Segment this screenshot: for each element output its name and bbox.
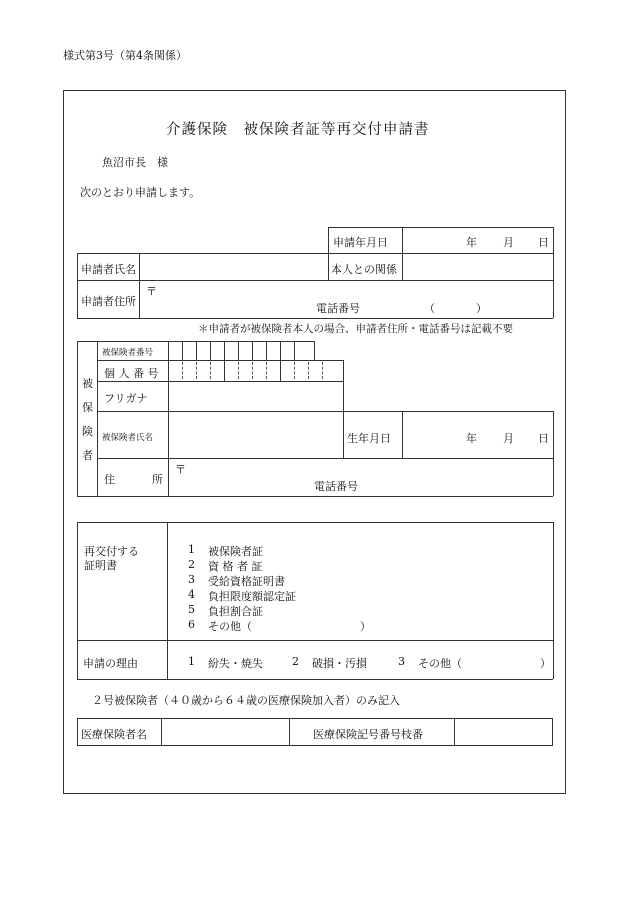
applicant-name-field[interactable] xyxy=(140,254,327,279)
phone-paren-open: （ xyxy=(424,302,435,315)
reissue-other-field[interactable] xyxy=(262,616,356,632)
secondary-note: ２号被保険者（４０歳から６４歳の医療保険加入者）のみ記入 xyxy=(92,694,400,707)
form-title: 介護保険 被保険者証等再交付申請書 xyxy=(166,122,430,138)
insured-phone-label: 電話番号 xyxy=(314,480,358,493)
reissue-item-num: 2 xyxy=(188,558,195,571)
insured-name-label: 被保険者氏名 xyxy=(102,433,154,443)
reissue-item-num: 6 xyxy=(188,618,195,631)
reissue-item-num: 1 xyxy=(188,543,195,556)
reissue-other-close: ） xyxy=(360,620,371,633)
insured-postal-mark: 〒 xyxy=(175,463,186,476)
insured-side-char-3: 険 xyxy=(82,425,93,438)
phone-paren-close: ） xyxy=(476,302,487,315)
applicant-name-label: 申請者氏名 xyxy=(81,263,136,276)
reissue-item-text: 資 格 者 証 xyxy=(208,560,263,573)
furigana-field[interactable] xyxy=(169,382,343,410)
reason-text: 破損・汚損 xyxy=(312,657,367,670)
reason-num: 3 xyxy=(398,655,405,668)
insured-address-label-2: 所 xyxy=(152,473,163,486)
reissue-item-num: 4 xyxy=(188,588,195,601)
date-month-label: 月 xyxy=(503,236,514,249)
insurance-number-field[interactable] xyxy=(455,719,552,745)
form-number: 様式第3号（第4条関係） xyxy=(63,49,187,62)
reissue-item-text: 受給資格証明書 xyxy=(208,575,285,588)
applicant-postal-mark: 〒 xyxy=(146,285,157,298)
reason-other-field[interactable] xyxy=(462,653,538,669)
birth-date-label: 生年月日 xyxy=(347,432,391,445)
applicant-phone-label: 電話番号 xyxy=(316,302,360,315)
insured-number-field[interactable] xyxy=(169,342,314,359)
personal-number-field[interactable] xyxy=(169,361,343,380)
birth-year-label: 年 xyxy=(466,432,477,445)
reason-text: その他（ xyxy=(418,657,462,670)
reason-text: 紛失・焼失 xyxy=(208,657,263,670)
birth-month-label: 月 xyxy=(503,432,514,445)
date-day-label: 日 xyxy=(538,236,549,249)
insurer-name-label: 医療保険者名 xyxy=(81,728,147,741)
reissue-item-num: 3 xyxy=(188,573,195,586)
application-date-label: 申請年月日 xyxy=(333,236,388,249)
reissue-label-line2: 証明書 xyxy=(84,559,117,572)
intro-text: 次のとおり申請します。 xyxy=(80,186,201,199)
insured-side-char-4: 者 xyxy=(82,449,93,462)
addressee: 魚沼市長 様 xyxy=(102,156,168,169)
birth-day-label: 日 xyxy=(538,432,549,445)
insurance-number-label: 医療保険記号番号枝番 xyxy=(313,728,423,741)
insured-address-label-1: 住 xyxy=(104,473,115,486)
reissue-item-text: 負担限度額認定証 xyxy=(208,590,296,603)
personal-number-label: 個 人 番 号 xyxy=(104,367,159,380)
relation-field[interactable] xyxy=(403,254,552,279)
reason-other-close: ） xyxy=(540,657,551,670)
applicant-address-label: 申請者住所 xyxy=(81,295,136,308)
relation-label: 本人との関係 xyxy=(331,263,397,276)
reissue-item-text: 負担割合証 xyxy=(208,605,263,618)
reissue-item-num: 5 xyxy=(188,603,195,616)
birth-date-field[interactable] xyxy=(403,412,552,457)
reissue-item-text: 被保険者証 xyxy=(208,545,263,558)
reason-label: 申請の理由 xyxy=(83,657,138,670)
insured-number-label: 被保険者番号 xyxy=(102,348,154,358)
insured-name-field[interactable] xyxy=(169,412,343,457)
insured-side-char-2: 保 xyxy=(82,401,93,414)
applicant-note: ＊申請者が被保険者本人の場合、申請者住所・電話番号は記載不要 xyxy=(198,323,513,335)
reason-num: 2 xyxy=(292,655,299,668)
reason-num: 1 xyxy=(188,655,195,668)
reissue-label-line1: 再交付する xyxy=(84,545,139,558)
date-year-label: 年 xyxy=(466,236,477,249)
furigana-label: フリガナ xyxy=(104,392,148,405)
insured-address-field[interactable] xyxy=(169,459,552,495)
insurer-name-field[interactable] xyxy=(162,719,288,745)
insured-side-char-1: 被 xyxy=(82,377,93,390)
application-date-field[interactable] xyxy=(403,228,552,252)
reissue-item-text: その他（ xyxy=(208,620,252,633)
